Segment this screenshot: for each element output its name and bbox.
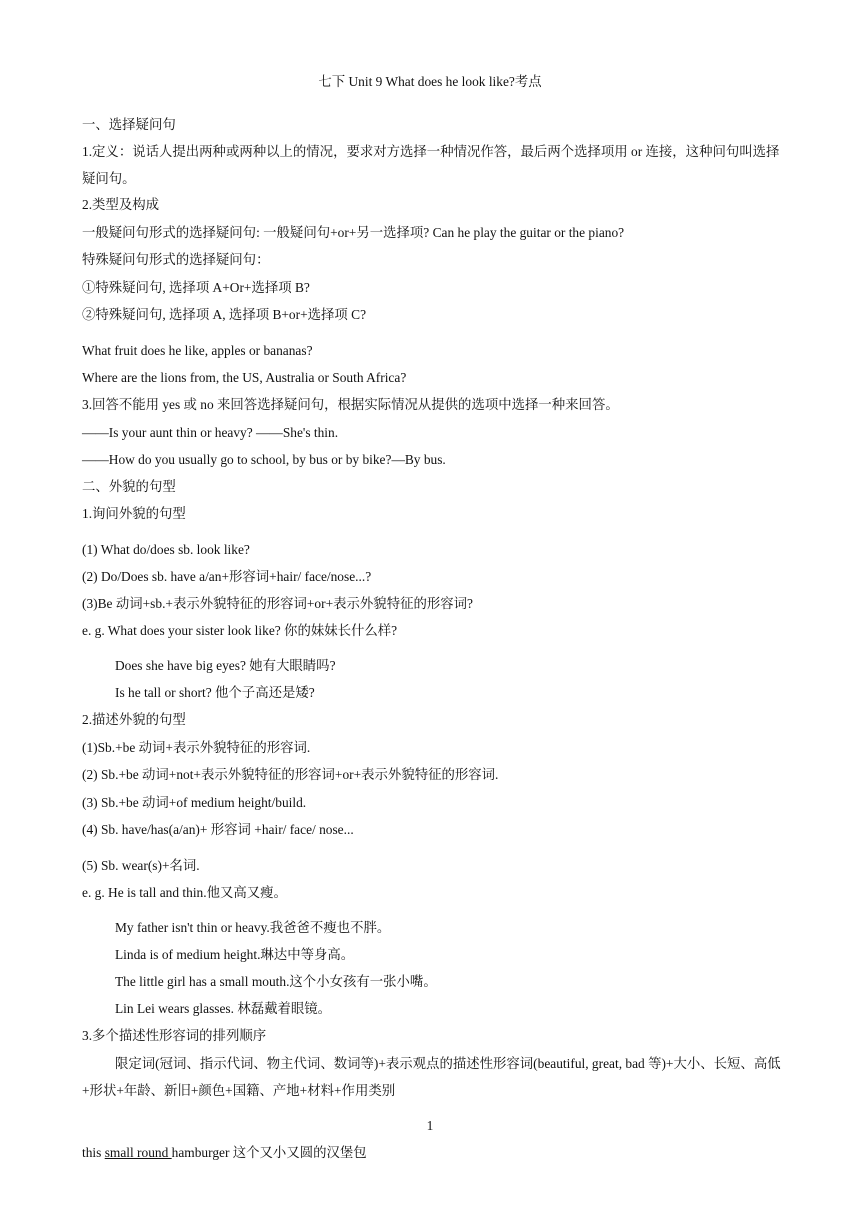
pattern-line: (2) Do/Does sb. have a/an+形容词+hair/ face/nose...?	[82, 569, 372, 584]
example-line: e. g. What does your sister look like? 你的妹妹长什么样?	[82, 623, 398, 638]
pattern-line: (1)Sb.+be 动词+表示外貌特征的形容词.	[82, 740, 311, 755]
document-title: 七下 Unit 9 What does he look like?考点	[318, 74, 542, 89]
subheading-describe-appearance: 2.描述外貌的句型	[82, 712, 186, 727]
dialog-line: ——How do you usually go to school, by bus or by bike?—By bus.	[82, 452, 446, 467]
example-line: The little girl has a small mouth.这个小女孩有一张小嘴。	[115, 974, 437, 989]
pattern-line: (1) What do/does sb. look like?	[82, 542, 250, 557]
subheading-adjective-order: 3.多个描述性形容词的排列顺序	[82, 1028, 267, 1043]
text-line: 3.回答不能用 yes 或 no 来回答选择疑问句，根据实际情况从提供的选项中选择一种来回答。	[82, 397, 619, 412]
pattern-line: (5) Sb. wear(s)+名词.	[82, 858, 200, 873]
adjective-order-paragraph: 限定词(冠词、指示代词、物主代词、数词等)+表示观点的描述性形容词(beautiful, great, bad 等)+大小、长短、高低+形状+年龄、新旧+颜色+国籍、产地+材料+作用类别	[82, 1056, 781, 1098]
example-line: Does she have big eyes? 她有大眼睛吗?	[115, 658, 336, 673]
example-line: Where are the lions from, the US, Australia or South Africa?	[82, 370, 407, 385]
example-line-hamburger	[82, 1144, 367, 1162]
pattern-line: (3)Be 动词+sb.+表示外貌特征的形容词+or+表示外貌特征的形容词?	[82, 596, 473, 611]
section-heading-choice-questions: 一、选择疑问句	[82, 117, 176, 132]
example-line: My father isn't thin or heavy.我爸爸不瘦也不胖。	[115, 920, 391, 935]
example-prefix: this	[82, 1145, 105, 1160]
example-line: Lin Lei wears glasses. 林磊戴着眼镜。	[115, 1001, 332, 1016]
text-line: 特殊疑问句形式的选择疑问句：	[82, 252, 270, 267]
text-line: ②特殊疑问句, 选择项 A, 选择项 B+or+选择项 C?	[82, 307, 367, 322]
pattern-line: (2) Sb.+be 动词+not+表示外貌特征的形容词+or+表示外貌特征的形容词.	[82, 767, 499, 782]
pattern-line: (3) Sb.+be 动词+of medium height/build.	[82, 795, 307, 810]
example-line: Is he tall or short? 他个子高还是矮?	[115, 685, 315, 700]
example-line: Linda is of medium height.琳达中等身高。	[115, 947, 355, 962]
pattern-line: (4) Sb. have/has(a/an)+ 形容词 +hair/ face/ nose...	[82, 822, 354, 837]
definition-paragraph: 1.定义：说话人提出两种或两种以上的情况，要求对方选择一种情况作答，最后两个选择项用 or 连接，这种问句叫选择疑问句。	[82, 144, 780, 186]
text-line: ①特殊疑问句, 选择项 A+Or+选择项 B?	[82, 280, 310, 295]
example-line: What fruit does he like, apples or bananas?	[82, 343, 313, 358]
section-heading-appearance: 二、外貌的句型	[82, 479, 176, 494]
underlined-phrase: small round	[104, 1145, 172, 1160]
page-number: 1	[426, 1118, 434, 1133]
dialog-line: ——Is your aunt thin or heavy? ——She's thin.	[82, 425, 339, 440]
example-suffix: hamburger 这个又小又圆的汉堡包	[171, 1145, 367, 1160]
text-line: 一般疑问句形式的选择疑问句: 一般疑问句+or+另一选择项? Can he play the guitar or the piano?	[82, 225, 625, 240]
subheading-ask-appearance: 1.询问外貌的句型	[82, 506, 186, 521]
subheading-types: 2.类型及构成	[82, 197, 159, 212]
example-line: e. g. He is tall and thin.他又高又瘦。	[82, 885, 287, 900]
